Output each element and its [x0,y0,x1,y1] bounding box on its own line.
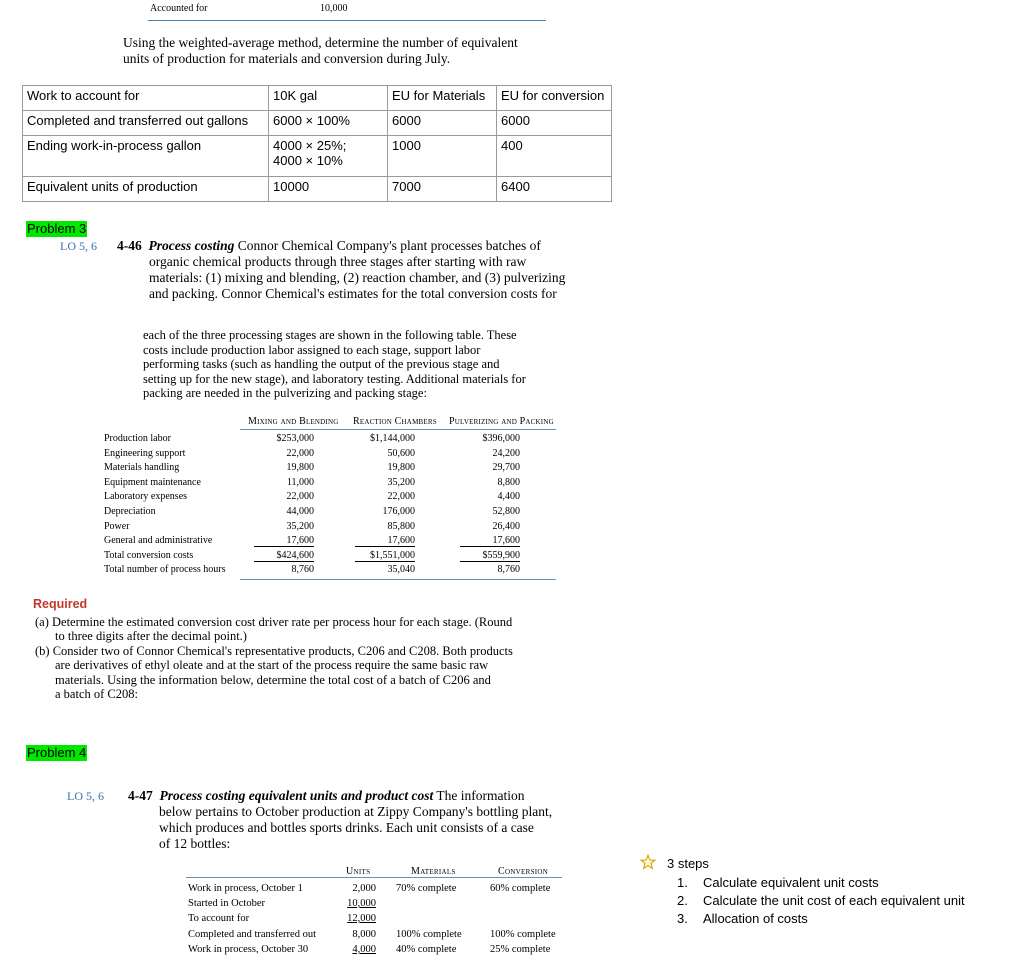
formula-line: 4000 × 25%; [273,138,347,153]
column-header: Conversion [498,866,549,877]
required-line: a batch of C208: [55,687,138,702]
problem-line: organic chemical products through three stages after starting with raw [149,254,527,269]
steps-title: 3 steps [667,856,709,871]
problem-4-tag: Problem 4 [27,745,87,760]
required-line: materials. Using the information below, determine the total cost of a batch of C206 and [55,672,491,687]
table-cell [269,136,388,177]
table-row [23,177,612,202]
table-cell: Completed and transferred out gallons [23,111,269,136]
table-cell: 22,000 [286,491,314,503]
table-cell: 17,600 [460,535,520,547]
step-item: Allocation of costs [703,911,808,926]
column-header: Mixing and Blending [248,416,339,427]
steps-list [677,874,965,928]
table-cell: 19,800 [387,462,415,474]
table-cell: 6000 [497,111,612,136]
table-cell: Work to account for [23,86,269,111]
table-cell: 24,200 [492,447,520,459]
problem-title: Process costing equivalent units and product cost [159,788,434,803]
table-cell: $253,000 [276,433,314,444]
table-cell: 100% complete [396,929,462,940]
required-heading: Required [33,597,88,611]
row-label: Total conversion costs [104,549,194,561]
table-cell: 25% complete [490,944,551,955]
table-cell: $396,000 [482,433,520,444]
problem-line: each of the three processing stages are shown in the following table. These [143,328,517,342]
step-number: 1. [677,875,688,890]
table-cell: 22,000 [286,447,314,459]
formula-line: 4000 × 10% [273,153,343,168]
accounted-for-value: 10,000 [320,3,348,14]
column-header: Pulverizing and Packing [449,416,554,427]
problem-title: Process costing [148,238,235,253]
table-cell: 85,800 [387,520,415,532]
column-header: Units [346,866,371,877]
problem-number: 4-46 [117,238,142,253]
problem-line: Connor Chemical Company's plant processes batches of [234,238,541,253]
table-cell: 70% complete [396,883,457,894]
row-label: Engineering support [104,447,186,459]
step-item: Calculate the unit cost of each equivalent unit [703,893,965,908]
problem-line: setting up for the new stage), and laboratory testing. Additional materials for [143,371,526,386]
table-cell: 6400 [497,177,612,202]
row-label: Total number of process hours [104,564,226,576]
learning-objective-label: LO 5, 6 [60,239,97,253]
table-cell: 35,200 [387,476,415,488]
table-cell: $424,600 [254,550,314,562]
table-cell: Ending work-in-process gallon [23,136,269,177]
problem-line: packing are needed in the pulverizing and packing stage: [143,386,427,401]
table-cell: $1,144,000 [370,433,415,444]
intro-line: Using the weighted-average method, determine the number of equivalent [123,35,518,50]
accounted-for-label: Accounted for [150,3,208,14]
intro-line: units of production for materials and conversion during July. [123,51,451,66]
table-row [23,136,612,177]
problem-line: performing tasks (such as handling the output of the previous stage and [143,357,500,372]
row-label: Materials handling [104,462,180,474]
required-line: (a) Determine the estimated conversion cost driver rate per process hour for each stage. (Round [35,615,513,629]
table-cell: $1,551,000 [355,550,415,562]
required-line: (b) Consider two of Connor Chemical's representative products, C206 and C208. Both products [35,643,513,658]
column-header: Reaction Chambers [353,416,437,427]
required-line: are derivatives of ethyl oleate and at the start of the process require the same basic raw [55,658,489,673]
table-cell: 1000 [388,136,497,177]
table-cell: 10,000 [347,898,376,909]
table-cell: 10K gal [269,86,388,111]
table-cell: 7000 [388,177,497,202]
required-text [35,615,513,701]
row-label: Depreciation [104,506,156,517]
table-cell: EU for conversion [497,86,612,111]
problem-line: materials: (1) mixing and blending, (2) reaction chamber, and (3) pulverizing [149,270,566,285]
table-cell: 4,400 [497,491,520,503]
table-cell: 400 [497,136,612,177]
row-label: Power [104,520,130,532]
table-cell: Equivalent units of production [23,177,269,202]
row-label: General and administrative [104,535,213,547]
table-cell: 100% complete [490,929,556,940]
table-cell: 50,600 [387,447,415,459]
table-cell: 19,800 [286,462,314,474]
row-label: Equipment maintenance [104,476,201,488]
table-cell: 29,700 [492,462,520,474]
problem-line: of 12 bottles: [159,836,231,851]
table-row [23,111,612,136]
problem-line: costs include production labor assigned to each stage, support labor [143,342,481,357]
divider [240,579,556,580]
table-cell: EU for Materials [388,86,497,111]
table-cell: 4,000 [352,944,376,955]
table-header-row [23,86,612,111]
table-cell: 11,000 [286,476,314,488]
table-cell: 26,400 [492,520,520,532]
table-cell: 60% complete [490,883,551,894]
row-label: Started in October [188,898,265,909]
table-cell: 8,760 [497,564,520,576]
table-cell: 8,800 [497,476,520,488]
table-cell: 35,200 [286,520,314,532]
learning-objective-label: LO 5, 6 [67,789,104,803]
divider [186,877,562,878]
problem-3-continued [143,328,526,401]
table-cell: 17,600 [355,535,415,547]
table-cell: 8,000 [352,929,376,940]
problem-number: 4-47 [128,788,153,803]
table-cell: 2,000 [352,883,376,894]
table-cell: 40% complete [396,944,457,955]
table-cell: 176,000 [382,506,415,517]
problem-3-tag: Problem 3 [27,221,87,236]
row-label: Work in process, October 1 [188,883,303,894]
table-cell: 8,760 [291,564,314,576]
table-cell: 17,600 [254,535,314,547]
column-header: Materials [411,866,456,877]
table-cell: 35,040 [387,564,415,576]
row-label: Work in process, October 30 [188,944,309,955]
row-label: To account for [188,913,250,924]
row-label: Completed and transferred out [188,929,316,940]
problem-line: and packing. Connor Chemical's estimates for the total conversion costs for [149,286,557,301]
accounted-for-row [148,0,546,21]
row-label: Laboratory expenses [104,491,188,503]
table-cell: $559,900 [460,550,520,562]
problem-line: below pertains to October production at Zippy Company's bottling plant, [159,804,553,819]
required-line: to three digits after the decimal point.) [55,629,247,644]
problem-line: which produces and bottles sports drinks. Each unit consists of a case [159,820,534,835]
step-item: Calculate equivalent unit costs [703,875,879,890]
divider [240,429,556,430]
table-cell: 10000 [269,177,388,202]
row-label: Production labor [104,433,171,444]
problem-3-text [117,238,617,302]
table-cell: 52,800 [492,506,520,517]
table-cell: 6000 [388,111,497,136]
table-cell: 12,000 [347,913,376,924]
intro-paragraph [123,35,518,67]
problem-4-text [128,788,628,852]
step-number: 3. [677,911,688,926]
star-icon [640,854,656,875]
step-number: 2. [677,893,688,908]
table-cell: 6000 × 100% [269,111,388,136]
problem-line: The information [433,788,525,803]
equivalent-units-table [22,85,612,202]
table-cell: 44,000 [286,506,314,517]
table-cell: 22,000 [387,491,415,503]
